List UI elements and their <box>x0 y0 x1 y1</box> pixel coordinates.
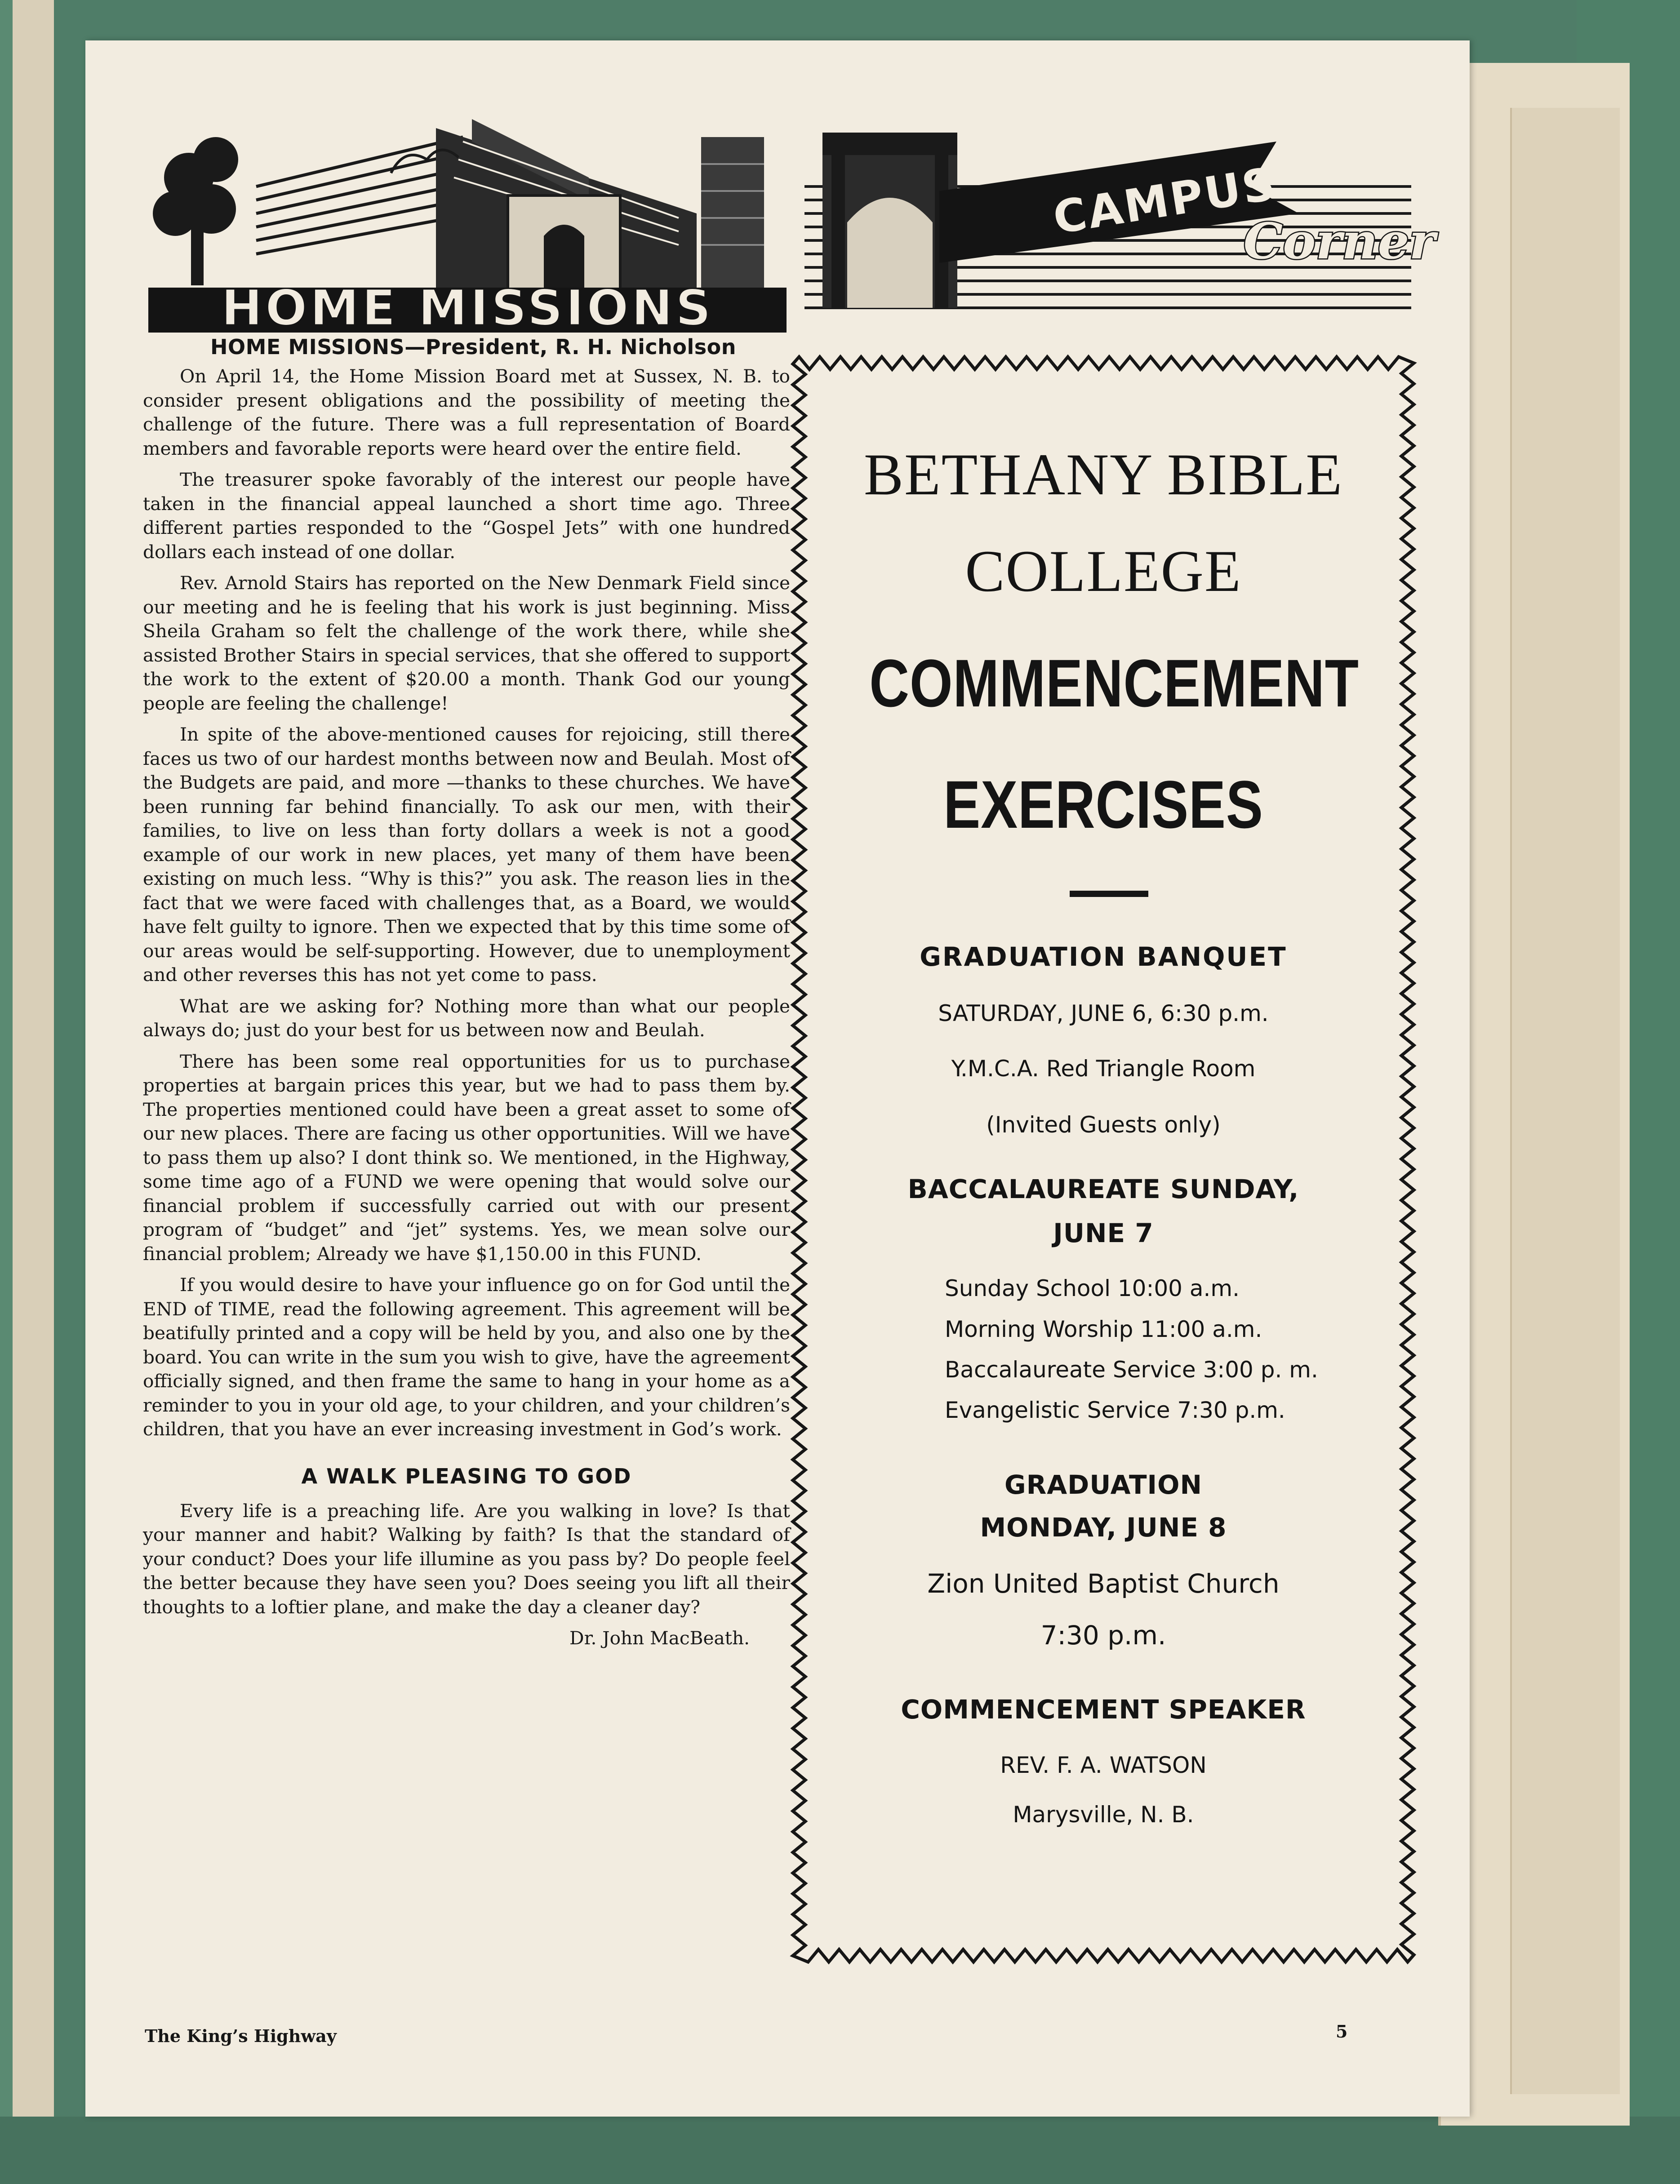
schedule-item: Morning Worship 11:00 a.m. <box>945 1316 1262 1342</box>
banquet-note: (Invited Guests only) <box>986 1112 1221 1138</box>
article-heading: HOME MISSIONS—President, R. H. Nicholson <box>210 335 736 359</box>
article-paragraph: The treasurer spoke favorably of the interest our people have taken in the financial appeal launched a short time ago. Three different parties responded to the “Gospel Jets” with one hundred dollars each instead of one dollar. <box>143 469 790 563</box>
corner-title: Corner <box>1243 212 1436 270</box>
speaker-title: COMMENCEMENT SPEAKER <box>901 1694 1306 1725</box>
graduation-time: 7:30 p.m. <box>1040 1620 1166 1651</box>
schedule-item: Baccalaureate Service 3:00 p. m. <box>945 1357 1318 1383</box>
schedule-item: Sunday School 10:00 a.m. <box>945 1275 1240 1301</box>
facing-page-edge <box>13 0 54 2184</box>
speaker-name: REV. F. A. WATSON <box>1000 1752 1207 1778</box>
article-paragraph: Rev. Arnold Stairs has reported on the New Denmark Field since our meeting and he is feeling that his work is just beginning. Miss Sheila Graham so felt the challenge of the work there, while she assisted Brother Stairs in special services, that she offered to support the work to the extent of $20.00 a month. Thank God our young people are feeling the challenge! <box>143 572 790 714</box>
publication-name: The King’s Highway <box>145 2026 337 2046</box>
page-number: 5 <box>1336 2021 1348 2042</box>
commencement-title: COMMENCEMENT <box>869 645 1359 721</box>
home-missions-banner <box>148 110 787 335</box>
signature: Dr. John MacBeath. <box>569 1627 750 1649</box>
article-paragraph: In spite of the above-mentioned causes for rejoicing, still there faces us two of our hardest months between now and Beulah. Most of the Budgets are paid, and more —thanks to these churches. We have been running far behind financially. To ask our men, with their families, to live on less than forty dollars a week is not a good example of our work in new places, yet many of them have been existing on much less. “Why is this?” you ask. The reason lies in the fact that we were faced with challenges that, as a Board, we would have felt guilty to ignore. Then we expected that by this time some of our areas would be self-supporting. However, due to unemployment and other reverses this has not yet come to pass. <box>143 724 790 985</box>
divider-rule <box>1070 891 1148 897</box>
binder-cover-bottom <box>0 2117 1680 2184</box>
walk-heading: A WALK PLEASING TO GOD <box>301 1464 632 1488</box>
article-paragraph: On April 14, the Home Mission Board met at Sussex, N. B. to consider present obligations and the possibility of meeting the challenge of the future. There was a full representation of Board members and favorable reports were heard over the entire field. <box>143 365 790 459</box>
article-paragraph: If you would desire to have your influence go on for God until the END of TIME, read the following agreement. This agreement will be beatifully printed and a copy will be held by you, and also one by the board. You can write in the sum you wish to give, have the agreement officially signed, and then frame the same to hang in your home as a reminder to you in your old age, to your children, and your children’s children, that you have an ever increasing investment in God’s work. <box>143 1274 790 1440</box>
graduation-title-line1: GRADUATION <box>1004 1469 1202 1500</box>
graduation-title-line2: MONDAY, JUNE 8 <box>980 1512 1227 1543</box>
magazine-page <box>85 40 1470 2117</box>
banquet-title: GRADUATION BANQUET <box>920 941 1287 972</box>
campus-title: CAMPUS <box>1049 157 1280 244</box>
exercises-title: EXERCISES <box>943 767 1263 842</box>
graduation-place: Zion United Baptist Church <box>927 1568 1280 1599</box>
banquet-place: Y.M.C.A. Red Triangle Room <box>951 1056 1256 1082</box>
college-name-line2: COLLEGE <box>965 538 1242 604</box>
home-missions-title: HOME MISSIONS <box>221 279 714 337</box>
schedule-item: Evangelistic Service 7:30 p.m. <box>945 1397 1285 1423</box>
baccalaureate-title-line1: BACCALAUREATE SUNDAY, <box>907 1174 1299 1204</box>
page-stack-edge-inner <box>1510 108 1620 2094</box>
walk-paragraph: Every life is a preaching life. Are you walking in love? Is that your manner and habit? Walking by faith? Is that the standard of your conduct? Does your life illumine as you pass by? Do people feel the better because they have seen you? Does seeing you lift all their thoughts to a loftier plane, and make the day a cleaner day? <box>143 1500 790 1618</box>
speaker-town: Marysville, N. B. <box>1013 1802 1194 1828</box>
home-missions-article <box>143 335 790 1975</box>
article-paragraph: What are we asking for? Nothing more than what our people always do; just do your best for us between now and Beulah. <box>143 995 790 1041</box>
banquet-date: SATURDAY, JUNE 6, 6:30 p.m. <box>938 1000 1269 1026</box>
baccalaureate-title-line2: JUNE 7 <box>1053 1218 1154 1248</box>
commencement-announcement <box>791 355 1416 1964</box>
campus-corner-banner <box>804 124 1436 312</box>
article-paragraph: There has been some real opportunities for us to purchase properties at bargain prices this year, but we had to pass them by. The properties mentioned could have been a great asset to some of our new places. There are facing us other opportunities. Will we have to pass them up also? I dont think so. We mentioned, in the Highway, some time ago of a FUND we were opening that would solve our financial problem if successfully carried out with our present program of “budget” and “jet” systems. Yes, we mean solve our financial problem; Already we have $1,150.00 in this FUND. <box>143 1050 790 1265</box>
college-name-line1: BETHANY BIBLE <box>863 441 1343 507</box>
